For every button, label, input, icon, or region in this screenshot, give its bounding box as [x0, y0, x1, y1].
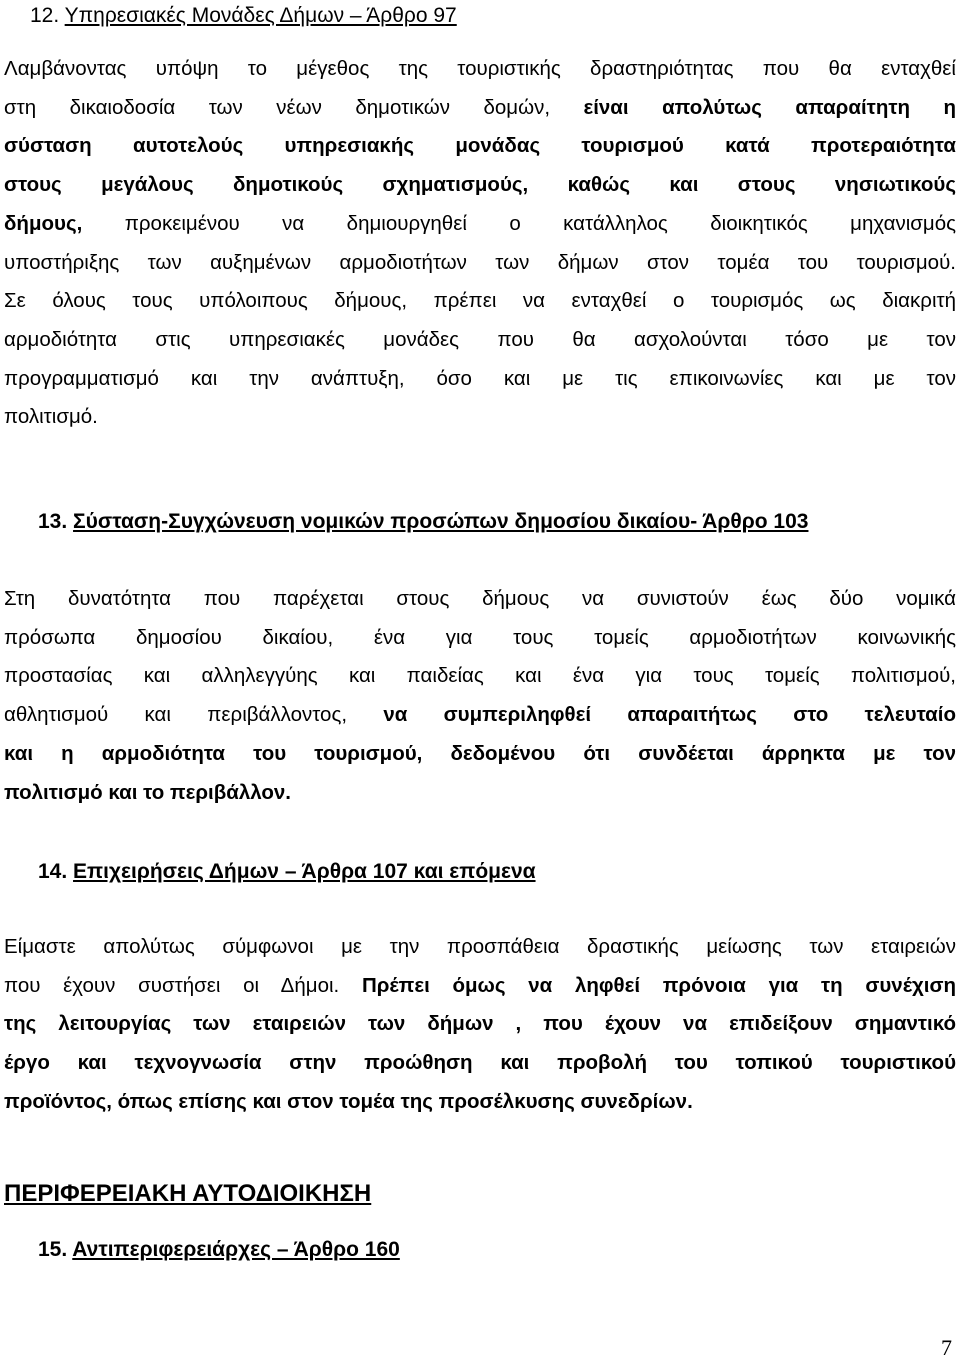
region-title: ΠΕΡΙΦΕΡΕΙΑΚΗ ΑΥΤΟΔΙΟΙΚΗΣΗ [4, 1180, 372, 1207]
section-12-paragraph [4, 50, 956, 437]
paragraph-line: πρόσωπα δημοσίου δικαίου, ένα για τους τομείς αρμοδιοτήτων κοινωνικής [4, 625, 956, 649]
paragraph-line: δήμους, προκειμένου να δημιουργηθεί ο κατάλληλος διοικητικός μηχανισμός [4, 211, 956, 235]
section-14-number: 14. [38, 860, 74, 883]
paragraph-line: προγραμματισμό και την ανάπτυξη, όσο και με τις επικοινωνίες και με τον [4, 366, 956, 390]
section-15-number: 15. [38, 1238, 73, 1261]
paragraph-line: και η αρμοδιότητα του τουρισμού, δεδομένου ότι συνδέεται άρρηκτα με τον [4, 741, 956, 765]
section-15-heading [38, 1236, 400, 1264]
paragraph-line: Είμαστε απολύτως σύμφωνοι με την προσπάθεια δραστικής μείωσης των εταιρειών [4, 935, 956, 958]
paragraph-line: αθλητισμού και περιβάλλοντος, να συμπεριληφθεί απαραιτήτως στο τελευταίο [4, 703, 956, 727]
paragraph-line: της λειτουργίας των εταιρειών των δήμων , που έχουν να επιδείξουν σημαντικό [4, 1012, 956, 1036]
paragraph-line: Σε όλους τους υπόλοιπους δήμους, πρέπει να ενταχθεί ο τουρισμός ως διακριτή [4, 289, 956, 313]
paragraph-line: αρμοδιότητα στις υπηρεσιακές μονάδες που θα ασχολούνται τόσο με τον [4, 327, 956, 351]
section-13-paragraph [4, 580, 956, 812]
section-12-number: 12. [30, 4, 65, 27]
paragraph-line: προϊόντος, όπως επίσης και στον τομέα της προσέλκυσης συνεδρίων. [4, 1089, 693, 1113]
paragraph-line: σύσταση αυτοτελούς υπηρεσιακής μονάδας τουρισμού κατά προτεραιότητα [4, 134, 956, 158]
section-15-title: Αντιπεριφερειάρχες – Άρθρο 160 [72, 1238, 400, 1261]
paragraph-line: πολιτισμό. [4, 405, 98, 429]
paragraph-line: στους μεγάλους δημοτικούς σχηματισμούς, καθώς και στους νησιωτικούς [4, 173, 956, 197]
section-14-heading [38, 858, 536, 886]
paragraph-line: υποστήριξης των αυξημένων αρμοδιοτήτων των δήμων στον τομέα του τουρισμού. [4, 250, 956, 274]
section-14-title: Επιχειρήσεις Δήμων – Άρθρα 107 και επόμενα [73, 860, 536, 883]
section-14-paragraph [4, 928, 956, 1122]
paragraph-line: που έχουν συστήσει οι Δήμοι. Πρέπει όμως να ληφθεί πρόνοια για τη συνέχιση [4, 973, 956, 997]
paragraph-line: προστασίας και αλληλεγγύης και παιδείας και ένα για τους τομείς πολιτισμού, [4, 664, 956, 688]
paragraph-line: έργο και τεχνογνωσία στην προώθηση και προβολή του τοπικού τουριστικού [4, 1051, 956, 1075]
section-12-heading [30, 2, 457, 30]
paragraph-line: στη δικαιοδοσία των νέων δημοτικών δομών, είναι απολύτως απαραίτητη η [4, 95, 956, 119]
section-12-title: Υπηρεσιακές Μονάδες Δήμων – Άρθρο 97 [64, 4, 457, 27]
paragraph-line: πολιτισμό και το περιβάλλον. [4, 780, 291, 804]
paragraph-line: Στη δυνατότητα που παρέχεται στους δήμους να συνιστούν έως δύο νομικά [4, 587, 956, 610]
section-13-heading [38, 508, 808, 536]
section-13-title: Σύσταση-Συγχώνευση νομικών προσώπων δημοσίου δικαίου- Άρθρο 103 [73, 510, 809, 533]
section-13-number: 13. [38, 510, 74, 533]
paragraph-line: Λαμβάνοντας υπόψη το μέγεθος της τουριστικής δραστηριότητας που θα ενταχθεί [4, 57, 956, 80]
page-number: 7 [941, 1335, 952, 1360]
